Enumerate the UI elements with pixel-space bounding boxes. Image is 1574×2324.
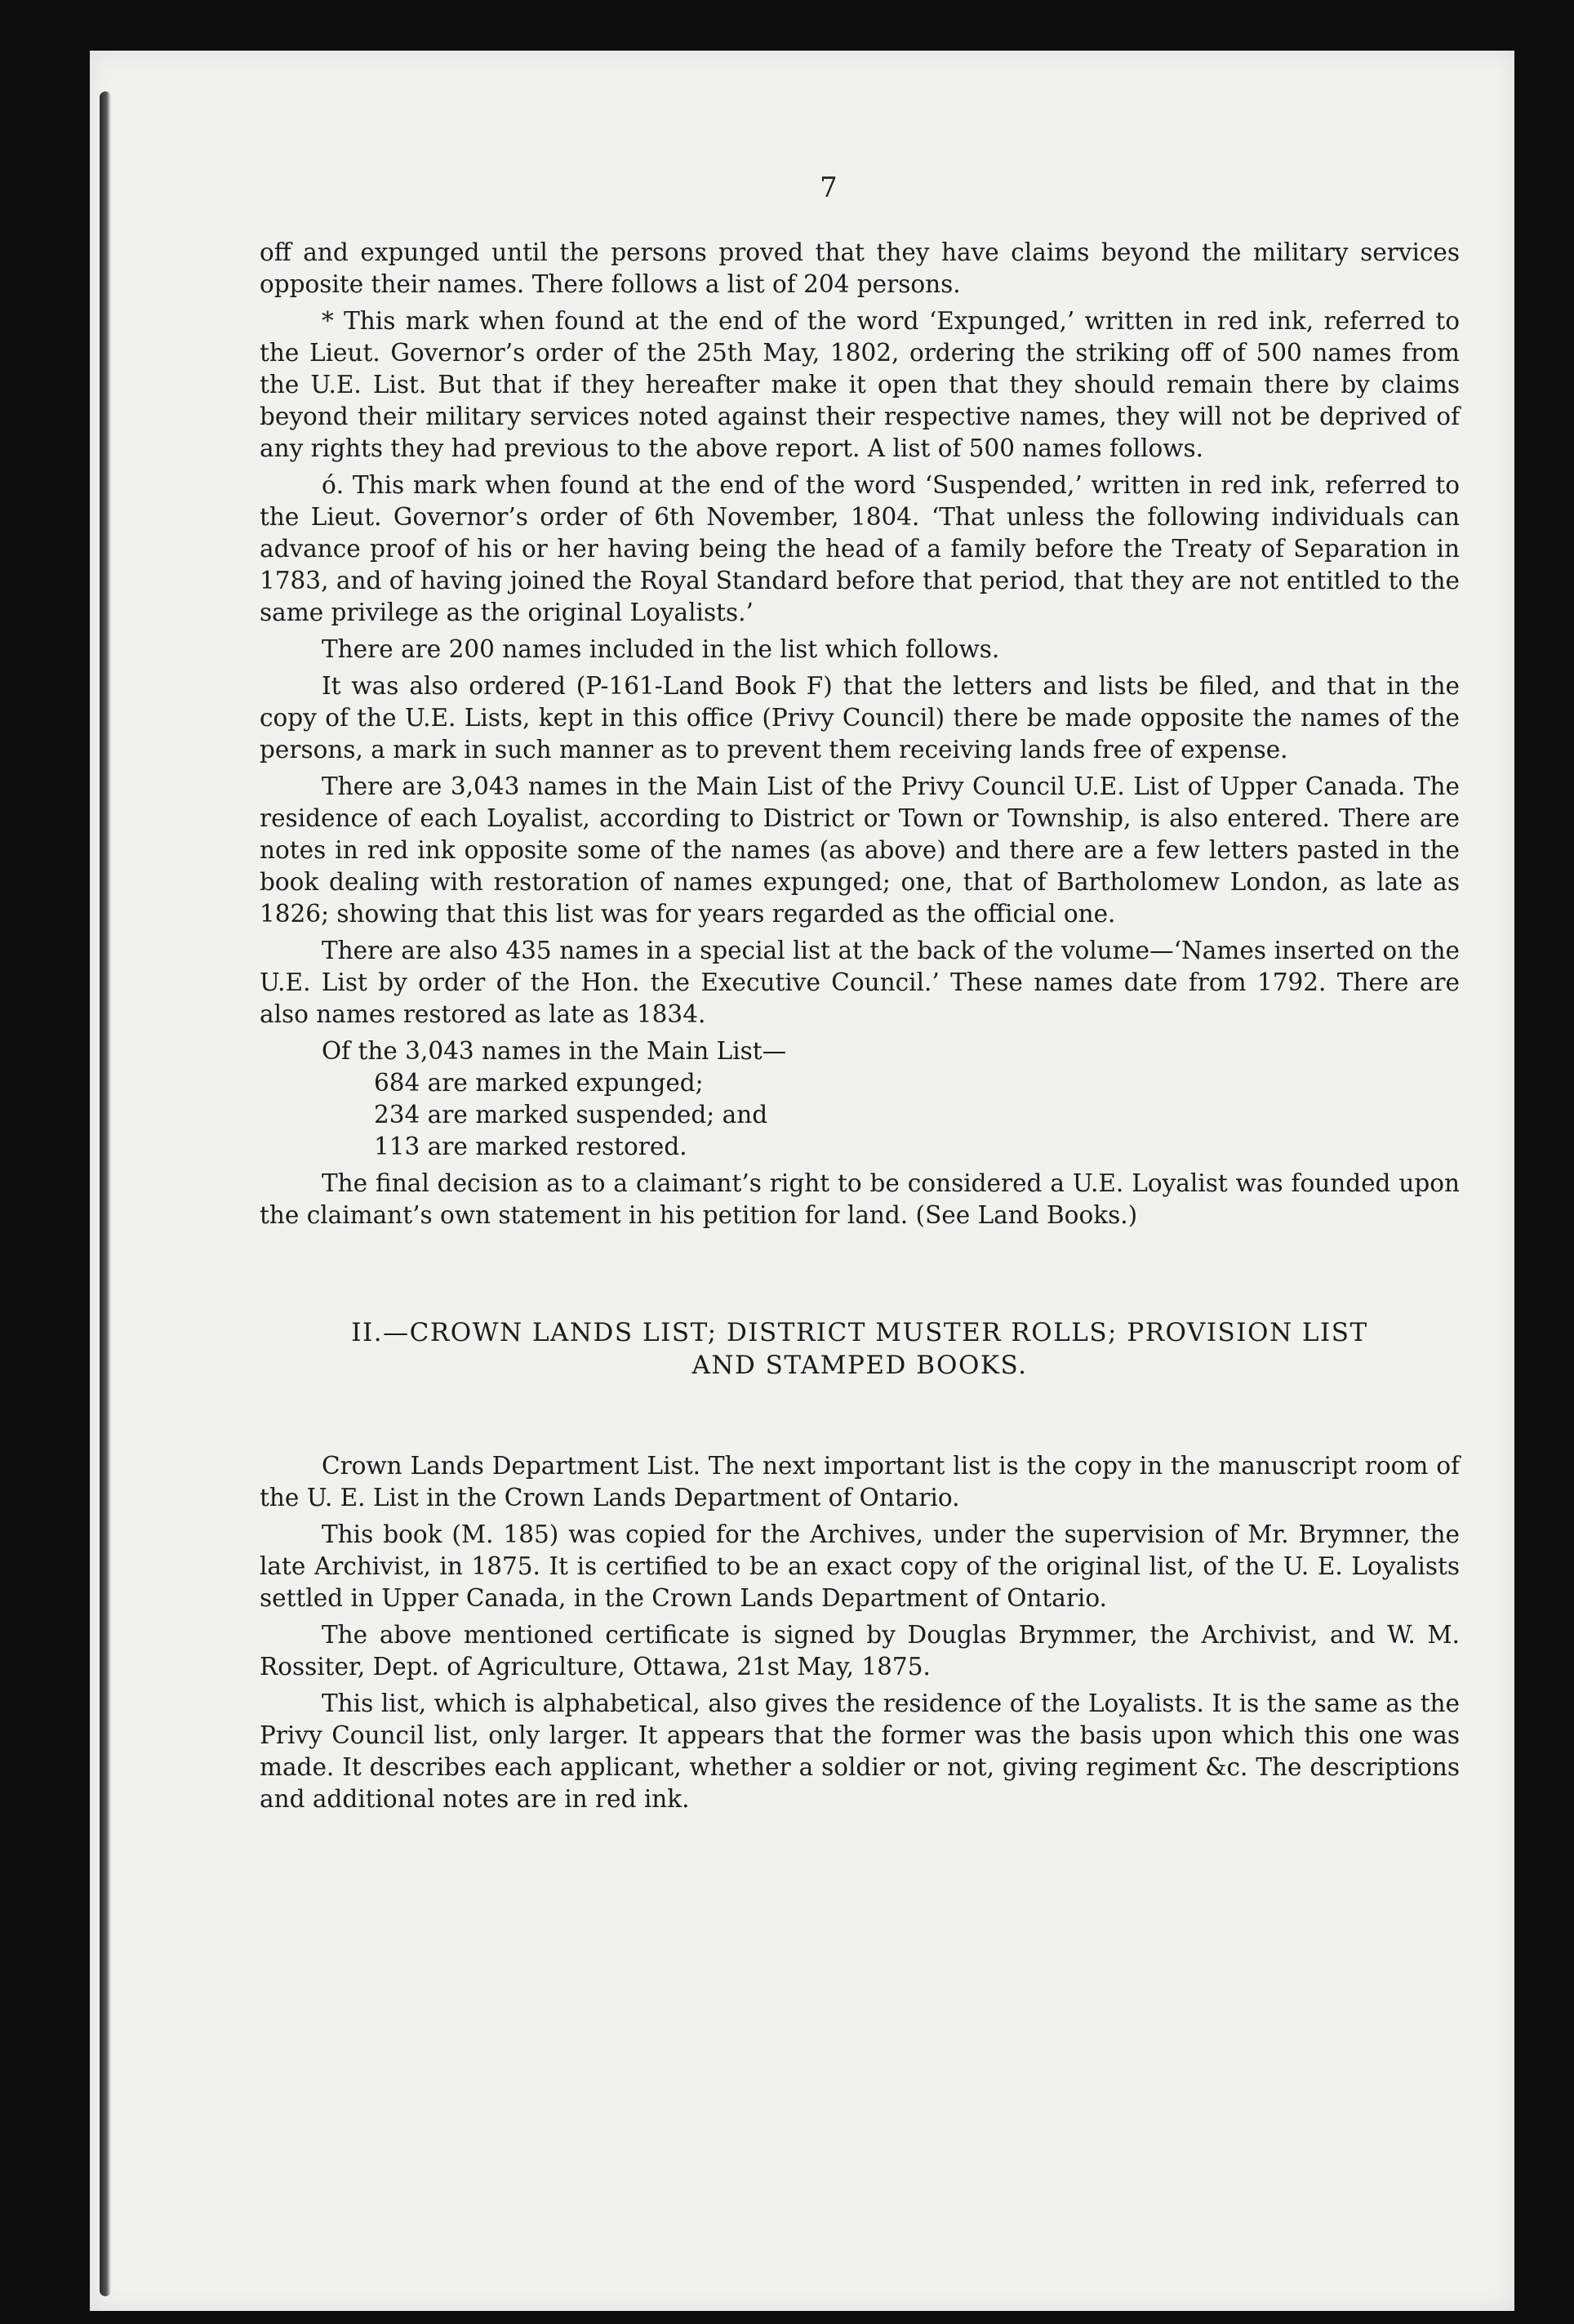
list-item: 113 are marked restored. bbox=[374, 1133, 687, 1160]
document-page bbox=[90, 51, 1514, 2311]
page-number: 7 bbox=[820, 171, 838, 204]
page-body bbox=[260, 237, 1460, 1815]
paragraph: The final decision as to a claimant’s right to be considered a U.E. Loyalist was founded upon the claimant’s own statement in his petition for land. (See Land Books.) bbox=[260, 1169, 1460, 1229]
section-heading-line: AND STAMPED BOOKS. bbox=[691, 1351, 1028, 1380]
paragraph: ό. This mark when found at the end of the word ‘Suspended,’ written in red ink, referred to the Lieut. Governor’s order of 6th November, 1804. ‘That unless the following individuals can advance proof of his or her having being the head of a family before the Treaty of Separation in 1783, and of having joined the Royal Standard before that period, that they are not entitled to the same privilege as the original Loyalists.’ bbox=[260, 471, 1460, 626]
section-heading bbox=[260, 1316, 1460, 1382]
section-heading-line: II.—CROWN LANDS LIST; DISTRICT MUSTER ROLLS; PROVISION LIST bbox=[351, 1318, 1368, 1347]
paragraph: The above mentioned certificate is signed by Douglas Brymmer, the Archivist, and W. M. Rossiter, Dept. of Agriculture, Ottawa, 21st May, 1875. bbox=[260, 1621, 1460, 1681]
paragraph: This book (M. 185) was copied for the Archives, under the supervision of Mr. Brymner, the late Archivist, in 1875. It is certified to be an exact copy of the original list, of the U. E. Loyalists settled in Upper Canada, in the Crown Lands Department of Ontario. bbox=[260, 1520, 1460, 1612]
paragraph: This list, which is alphabetical, also gives the residence of the Loyalists. It is the same as the Privy Council list, only larger. It appears that the former was the basis upon which this one was made. It describes each applicant, whether a soldier or not, giving regiment &c. The descriptions and additional notes are in red ink. bbox=[260, 1690, 1460, 1813]
paragraph: Of the 3,043 names in the Main List— bbox=[322, 1037, 787, 1065]
paragraph: Crown Lands Department List. The next important list is the copy in the manuscript room of the U. E. List in the Crown Lands Department of Ontario. bbox=[260, 1452, 1460, 1511]
list-item: 684 are marked expunged; bbox=[374, 1069, 704, 1097]
marked-names-list bbox=[374, 1067, 1460, 1163]
paragraph: There are 200 names included in the list which follows. bbox=[322, 635, 1000, 663]
page-binding-edge bbox=[100, 91, 111, 2296]
paragraph: * This mark when found at the end of the word ‘Expunged,’ written in red ink, referred to the Lieut. Governor’s order of the 25th May, 1802, ordering the striking off of 500 names from the U.E. List. But that if they hereafter make it open that they should remain there by claims beyond their military services noted against their respective names, they will not be deprived of any rights they had previous to the above report. A list of 500 names follows. bbox=[260, 307, 1460, 462]
paragraph: There are 3,043 names in the Main List of the Privy Council U.E. List of Upper Canada. The residence of each Loyalist, according to District or Town or Township, is also entered. There are notes in red ink opposite some of the names (as above) and there are a few letters pasted in the book dealing with restoration of names expunged; one, that of Bartholomew London, as late as 1826; showing that this list was for years regarded as the official one. bbox=[260, 772, 1460, 928]
paragraph: It was also ordered (P-161-Land Book F) that the letters and lists be filed, and that in the copy of the U.E. Lists, kept in this office (Privy Council) there be made opposite the names of the persons, a mark in such manner as to prevent them receiving lands free of expense. bbox=[260, 672, 1460, 764]
list-item: 234 are marked suspended; and bbox=[374, 1101, 768, 1129]
paragraph: off and expunged until the persons proved that they have claims beyond the military services opposite their names. There follows a list of 204 persons. bbox=[260, 238, 1460, 298]
paragraph: There are also 435 names in a special list at the back of the volume—‘Names inserted on the U.E. List by order of the Hon. the Executive Council.’ These names date from 1792. There are also names restored as late as 1834. bbox=[260, 937, 1460, 1028]
